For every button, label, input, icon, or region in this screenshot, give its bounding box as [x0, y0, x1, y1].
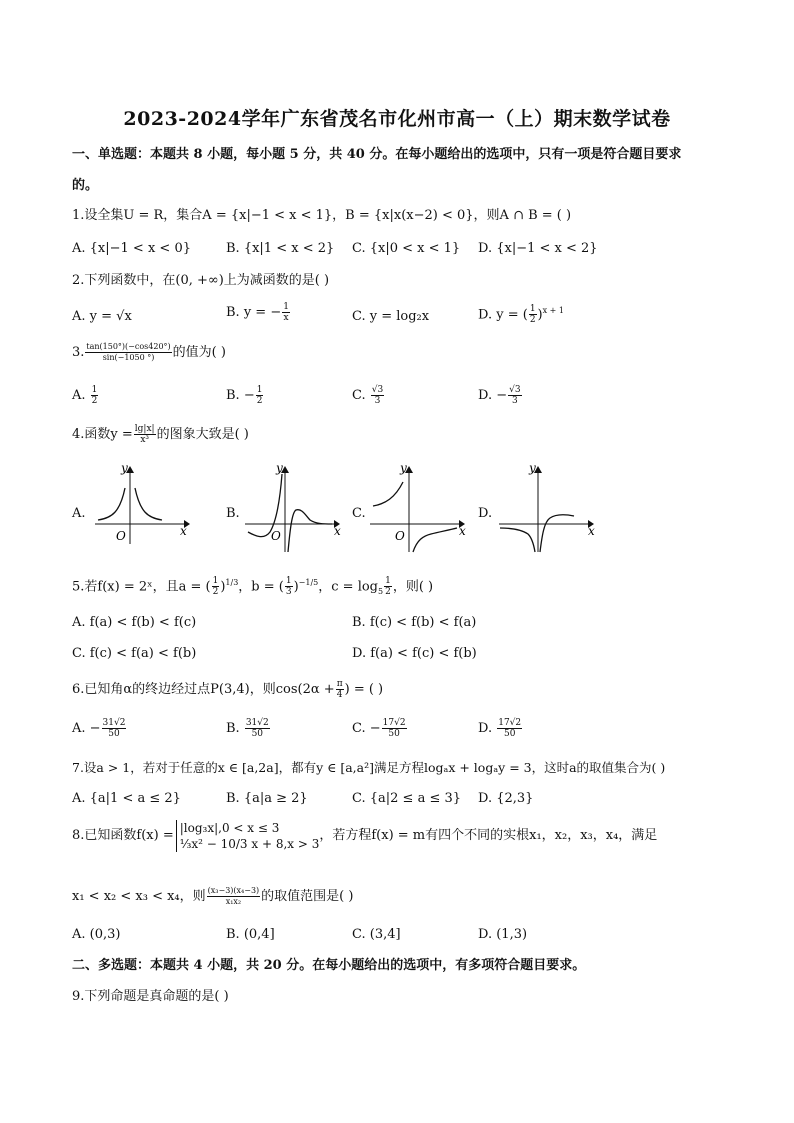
- q2-option-b-fraction: [282, 302, 290, 323]
- option-label: C. −: [352, 721, 381, 736]
- q4-tail: 的图象大致是( ): [156, 427, 249, 442]
- fraction-numerator: 17√2: [382, 718, 406, 728]
- y-axis-label: y: [400, 461, 407, 475]
- q5-option-c: C. f(c) < f(a) < f(b): [72, 646, 197, 661]
- q5-stem-part: 5.若f(x) = 2ˣ，且a = (: [72, 579, 211, 595]
- option-label: B. −: [226, 388, 255, 403]
- q8-stem-part: x₁ < x₂ < x₃ < x₄，则: [72, 889, 206, 904]
- q2-option-d-exponent: x + 1: [542, 306, 565, 315]
- fraction-numerator: 1: [529, 304, 536, 315]
- option-fraction: [497, 718, 522, 739]
- page-title: 2023-2024学年广东省茂名市化州市高一（上）期末数学试卷: [123, 108, 671, 130]
- q4-graph-a: [90, 460, 200, 550]
- q4-graph-c: [365, 460, 475, 560]
- y-axis-label: y: [276, 461, 283, 475]
- x-axis-label: x: [459, 524, 466, 538]
- fraction-denominator: 3: [511, 396, 518, 406]
- q8-case-1: |log₃x|,0 < x ≤ 3: [179, 821, 280, 835]
- q8-option-b: B. (0,4]: [226, 927, 275, 942]
- option-label: D.: [478, 721, 493, 736]
- q5-a-fraction: [212, 576, 220, 597]
- q5-stem-part: ，c = log: [318, 579, 378, 595]
- q1-option-a: A. {x|−1 < x < 0}: [72, 241, 191, 256]
- q3-fraction: [85, 342, 171, 363]
- fraction-denominator: 2: [529, 315, 536, 326]
- fraction-numerator: (x₃−3)(x₄−3): [207, 886, 260, 895]
- option-fraction: [102, 718, 127, 739]
- option-fraction: [91, 385, 99, 406]
- q8-option-d: D. (1,3): [478, 927, 528, 942]
- q1-option-c: C. {x|0 < x < 1}: [352, 241, 461, 256]
- q5-b-fraction: [285, 576, 293, 597]
- option-fraction: [245, 718, 270, 739]
- q5-stem-part: ，b = (: [238, 579, 284, 595]
- q4-fraction: [134, 424, 156, 445]
- q2-option-d-fraction: [529, 304, 537, 325]
- q4-option-c-label: C.: [352, 506, 366, 521]
- q6-stem-part: ) = ( ): [344, 682, 384, 697]
- q2-option-b-text: B. y = −: [226, 305, 282, 320]
- q3-option-a: [72, 385, 99, 406]
- fraction-numerator: 1: [91, 385, 98, 395]
- fraction-denominator: 50: [503, 729, 516, 739]
- q4-option-d-label: D.: [478, 506, 493, 521]
- q8-stem-part: 的取值范围是( ): [261, 889, 354, 904]
- section1-heading-cont: 的。: [72, 178, 99, 193]
- q6-option-d: [478, 718, 523, 739]
- q4-graph-d: [494, 460, 604, 560]
- q5-stem-part: ，则( ): [392, 579, 434, 595]
- q8-stem-part: 8.已知函数f(x) =: [72, 828, 174, 843]
- option-label: A. −: [72, 721, 101, 736]
- q3-option-c: [352, 385, 385, 406]
- section1-heading: 一、单选题：本题共 8 小题，每小题 5 分，共 40 分。在每小题给出的选项中，只有一项是符合题目要求: [72, 147, 682, 162]
- fraction-numerator: 17√2: [498, 718, 522, 728]
- q1-stem: 1.设全集U = R，集合A = {x|−1 < x < 1}，B = {x|x(x−2) < 0}，则A ∩ B = ( ): [72, 208, 572, 223]
- fraction-denominator: sin(−1050 °): [102, 353, 155, 362]
- q2-option-c: C. y = log₂x: [352, 309, 430, 324]
- q8-option-c: C. (3,4]: [352, 927, 401, 942]
- fraction-denominator: 2: [385, 587, 391, 598]
- fraction-numerator: √3: [371, 385, 384, 395]
- q1-option-d: D. {x|−1 < x < 2}: [478, 241, 598, 256]
- q5-b-exponent: −1/5: [298, 578, 319, 587]
- q8-piecewise: [176, 820, 320, 852]
- q5-option-b: B. f(c) < f(b) < f(a): [352, 615, 477, 630]
- origin-label: O: [395, 529, 405, 543]
- fraction-numerator: lg|x|: [134, 424, 155, 434]
- x-axis-label: x: [180, 524, 187, 538]
- q6-stem-part: 6.已知角α的终边经过点P(3,4)，则cos(2α +: [72, 682, 335, 697]
- fraction-denominator: x³: [140, 435, 150, 445]
- fraction-denominator: 2: [256, 396, 263, 406]
- option-label: C.: [352, 388, 366, 403]
- fraction-denominator: 50: [388, 729, 400, 739]
- q3-option-d: [478, 385, 523, 406]
- fraction-numerator: 1: [283, 302, 289, 312]
- q8-option-a: A. (0,3): [72, 927, 121, 942]
- fraction-numerator: 1: [285, 576, 292, 587]
- fraction-numerator: 1: [385, 576, 391, 587]
- q5-a-exponent: 1/3: [225, 578, 239, 587]
- fraction-numerator: 1: [256, 385, 263, 395]
- q9-stem: 9.下列命题是真命题的是( ): [72, 989, 229, 1004]
- q6-option-c: [352, 718, 408, 739]
- fraction-numerator: π: [336, 679, 343, 689]
- q7-option-c: C. {a|2 ≤ a ≤ 3}: [352, 791, 462, 806]
- q5-c-fraction: [384, 576, 392, 597]
- q4-graph-b: [240, 460, 350, 560]
- q2-option-a: A. y = √x: [72, 309, 132, 324]
- q8-stem-line2: [72, 886, 353, 907]
- fraction-denominator: 3: [374, 396, 381, 406]
- q2-option-d: [478, 302, 564, 325]
- option-fraction: [508, 385, 521, 406]
- fraction-denominator: 50: [108, 729, 120, 739]
- q7-option-d: D. {2,3}: [478, 791, 534, 806]
- option-fraction: [256, 385, 264, 406]
- q5-option-a: A. f(a) < f(b) < f(c): [72, 615, 197, 630]
- x-axis-label: x: [334, 524, 341, 538]
- q2-stem: 2.下列函数中，在(0, +∞)上为减函数的是( ): [72, 273, 330, 288]
- option-label: A.: [72, 388, 86, 403]
- q4-stem: [72, 424, 249, 445]
- y-axis-label: y: [529, 461, 536, 475]
- q3-option-b: [226, 385, 264, 406]
- q3-stem: [72, 342, 226, 363]
- fraction-denominator: x: [283, 313, 289, 323]
- fraction-denominator: 4: [336, 690, 343, 700]
- y-axis-label: y: [121, 461, 128, 475]
- q6-fraction: [336, 679, 344, 700]
- origin-label: O: [271, 529, 281, 543]
- fraction-denominator: 2: [91, 396, 98, 406]
- x-axis-label: x: [588, 524, 595, 538]
- q6-stem: [72, 679, 383, 700]
- q3-label: 3.: [72, 345, 85, 360]
- q8-fraction: [207, 886, 261, 907]
- q4-stem-text: 4.函数y =: [72, 427, 133, 442]
- option-label: B.: [226, 721, 240, 736]
- q4-option-a-label: A.: [72, 506, 86, 521]
- fraction-numerator: √3: [509, 385, 521, 395]
- fraction-denominator: 3: [285, 587, 292, 598]
- q6-option-b: [226, 718, 271, 739]
- q7-option-a: A. {a|1 < a ≤ 2}: [72, 791, 181, 806]
- option-label: D. −: [478, 388, 508, 403]
- q1-option-b: B. {x|1 < x < 2}: [226, 241, 335, 256]
- q4-option-b-label: B.: [226, 506, 240, 521]
- q6-option-a: [72, 718, 127, 739]
- fraction-denominator: 2: [212, 587, 219, 598]
- q5-stem: 5.若f(x) = 2ˣ，且a = ( $\frac{1}{2}$ )$^{1/3}$，b = ( $\frac{1}{3}$ )$^{-1/5}$，$c = \log_5$ $\frac{1}{2}$ ，则( ): [72, 576, 434, 598]
- q8-case-2: ⅓x² − 10/3 x + 8,x > 3: [179, 837, 320, 851]
- q8-stem-part: ，若方程f(x) = m有四个不同的实根x₁，x₂，x₃，x₄，满足: [319, 828, 658, 843]
- q2-option-b: [226, 302, 291, 323]
- section2-heading: 二、多选题：本题共 4 小题，共 20 分。在每小题给出的选项中，有多项符合题目要求。: [72, 958, 586, 973]
- origin-label: O: [116, 529, 126, 543]
- q5-option-d: D. f(a) < f(c) < f(b): [352, 646, 477, 661]
- option-fraction: [371, 385, 384, 406]
- fraction-numerator: tan(150°)(−cos420°): [86, 342, 171, 351]
- fraction-numerator: 31√2: [245, 718, 269, 728]
- fraction-numerator: 1: [212, 576, 219, 587]
- q2-option-d-text: D. y = (: [478, 307, 528, 323]
- fraction-numerator: 31√2: [102, 718, 126, 728]
- q7-stem: 7.设a > 1，若对于任意的x ∈ [a,2a]，都有y ∈ [a,a²]满足方程logₐx + logₐy = 3，这时a的取值集合为( ): [72, 760, 666, 775]
- q7-option-b: B. {a|a ≥ 2}: [226, 791, 308, 806]
- option-fraction: [382, 718, 407, 739]
- fraction-denominator: x₁x₂: [225, 897, 242, 906]
- fraction-denominator: 50: [251, 729, 264, 739]
- q3-tail: 的值为( ): [172, 345, 226, 360]
- q8-stem: [72, 820, 657, 852]
- q5-log-base: 5: [378, 586, 384, 596]
- q2-option-d-paren: ): [537, 307, 543, 323]
